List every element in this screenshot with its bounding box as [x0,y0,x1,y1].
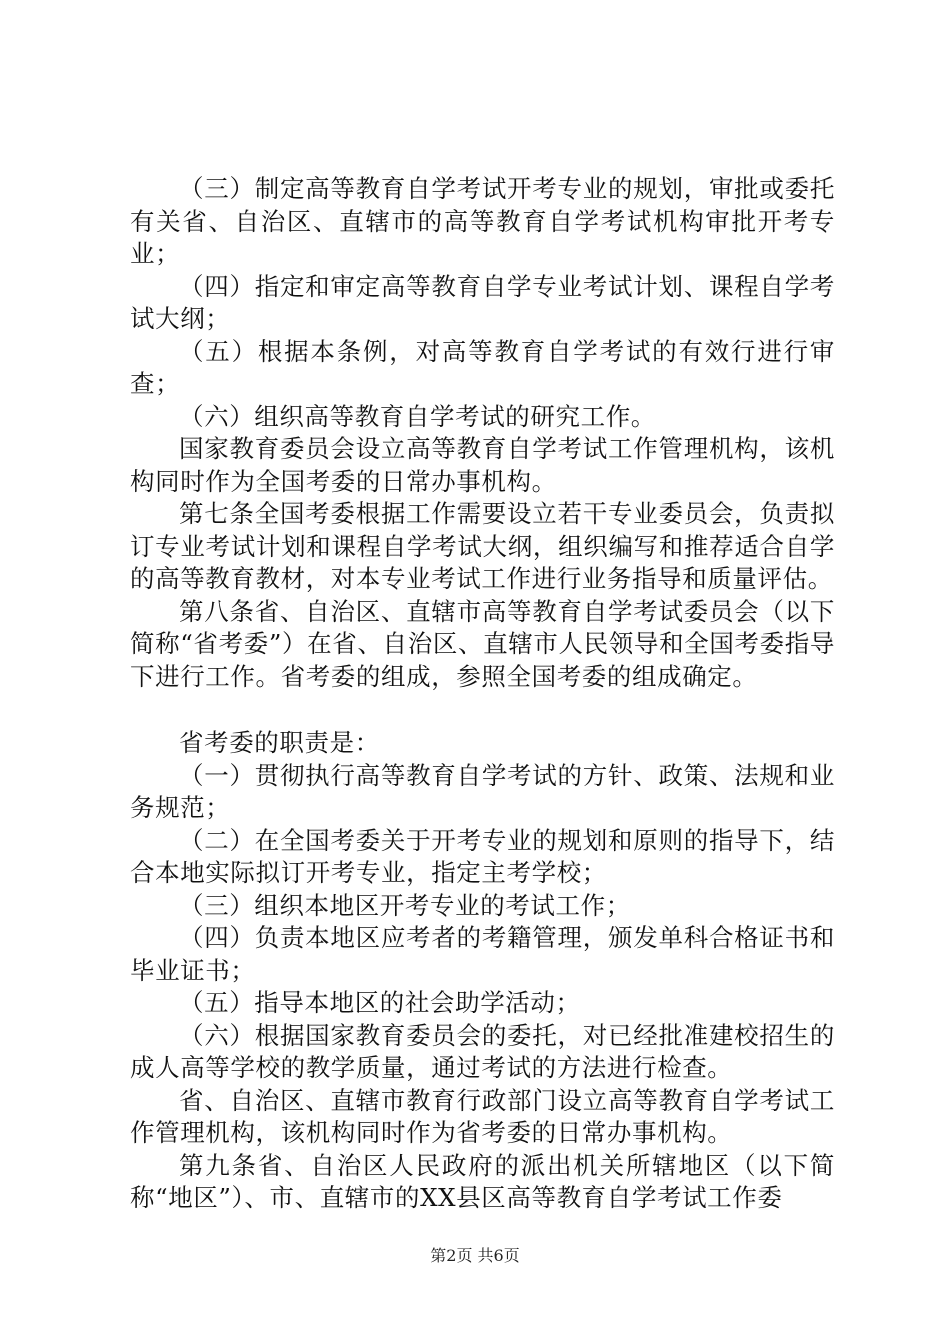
paragraph-duty-5: （五）指导本地区的社会助学活动； [179,988,581,1017]
paragraph-article-7: 第七条全国考委根据工作需要设立若干专业委员会，负责拟订专业考试计划和课程自学考试大纲，组织编写和推荐适合自学的高等教育教材，对本专业考试工作进行业务指导和质量评估。 [130,499,835,593]
paragraph-duty-6: （六）根据国家教育委员会的委托，对已经批准建校招生的成人高等学校的教学质量，通过考试的方法进行检查。 [130,1020,835,1082]
paragraph-duty-2: （二）在全国考委关于开考专业的规划和原则的指导下，结合本地实际拟订开考专业，指定主考学校； [130,825,835,887]
paragraph-provincial-plan: （三）制定高等教育自学考试开考专业的规划，审批或委托有关省、自治区、直辖市的高等教育自学考试机构审批开考专业； [130,174,835,268]
paragraph-review: （五）根据本条例，对高等教育自学考试的有效行进行审查； [130,336,835,398]
paragraph-duty-4: （四）负责本地区应考者的考籍管理，颁发单科合格证书和毕业证书； [130,923,835,985]
paragraph-duties-heading: 省考委的职责是： [179,728,380,757]
paragraph-provincial-office: 省、自治区、直辖市教育行政部门设立高等教育自学考试工作管理机构，该机构同时作为省考委的日常办事机构。 [130,1085,835,1147]
paragraph-exam-syllabus: （四）指定和审定高等教育自学专业考试计划、课程自学考试大纲； [130,271,835,333]
document-body [130,173,835,1215]
paragraph-duty-3: （三）组织本地区开考专业的考试工作； [179,890,631,920]
page-footer [0,1246,950,1266]
paragraph-duty-1: （一）贯彻执行高等教育自学考试的方针、政策、法规和业务规范； [130,760,835,822]
page-number-label: 第2页 共6页 [430,1246,520,1265]
paragraph-management-office: 国家教育委员会设立高等教育自学考试工作管理机构，该机构同时作为全国考委的日常办事机构。 [130,434,835,496]
paragraph-research: （六）组织高等教育自学考试的研究工作。 [179,401,656,431]
paragraph-article-8: 第八条省、自治区、直辖市高等教育自学考试委员会（以下简称“省考委”）在省、自治区、直辖市人民领导和全国考委指导下进行工作。省考委的组成，参照全国考委的组成确定。 [130,596,835,691]
paragraph-article-9: 第九条省、自治区人民政府的派出机关所辖地区（以下简称“地区”）、市、直辖市的XX县区高等教育自学考试工作委 [130,1150,835,1212]
